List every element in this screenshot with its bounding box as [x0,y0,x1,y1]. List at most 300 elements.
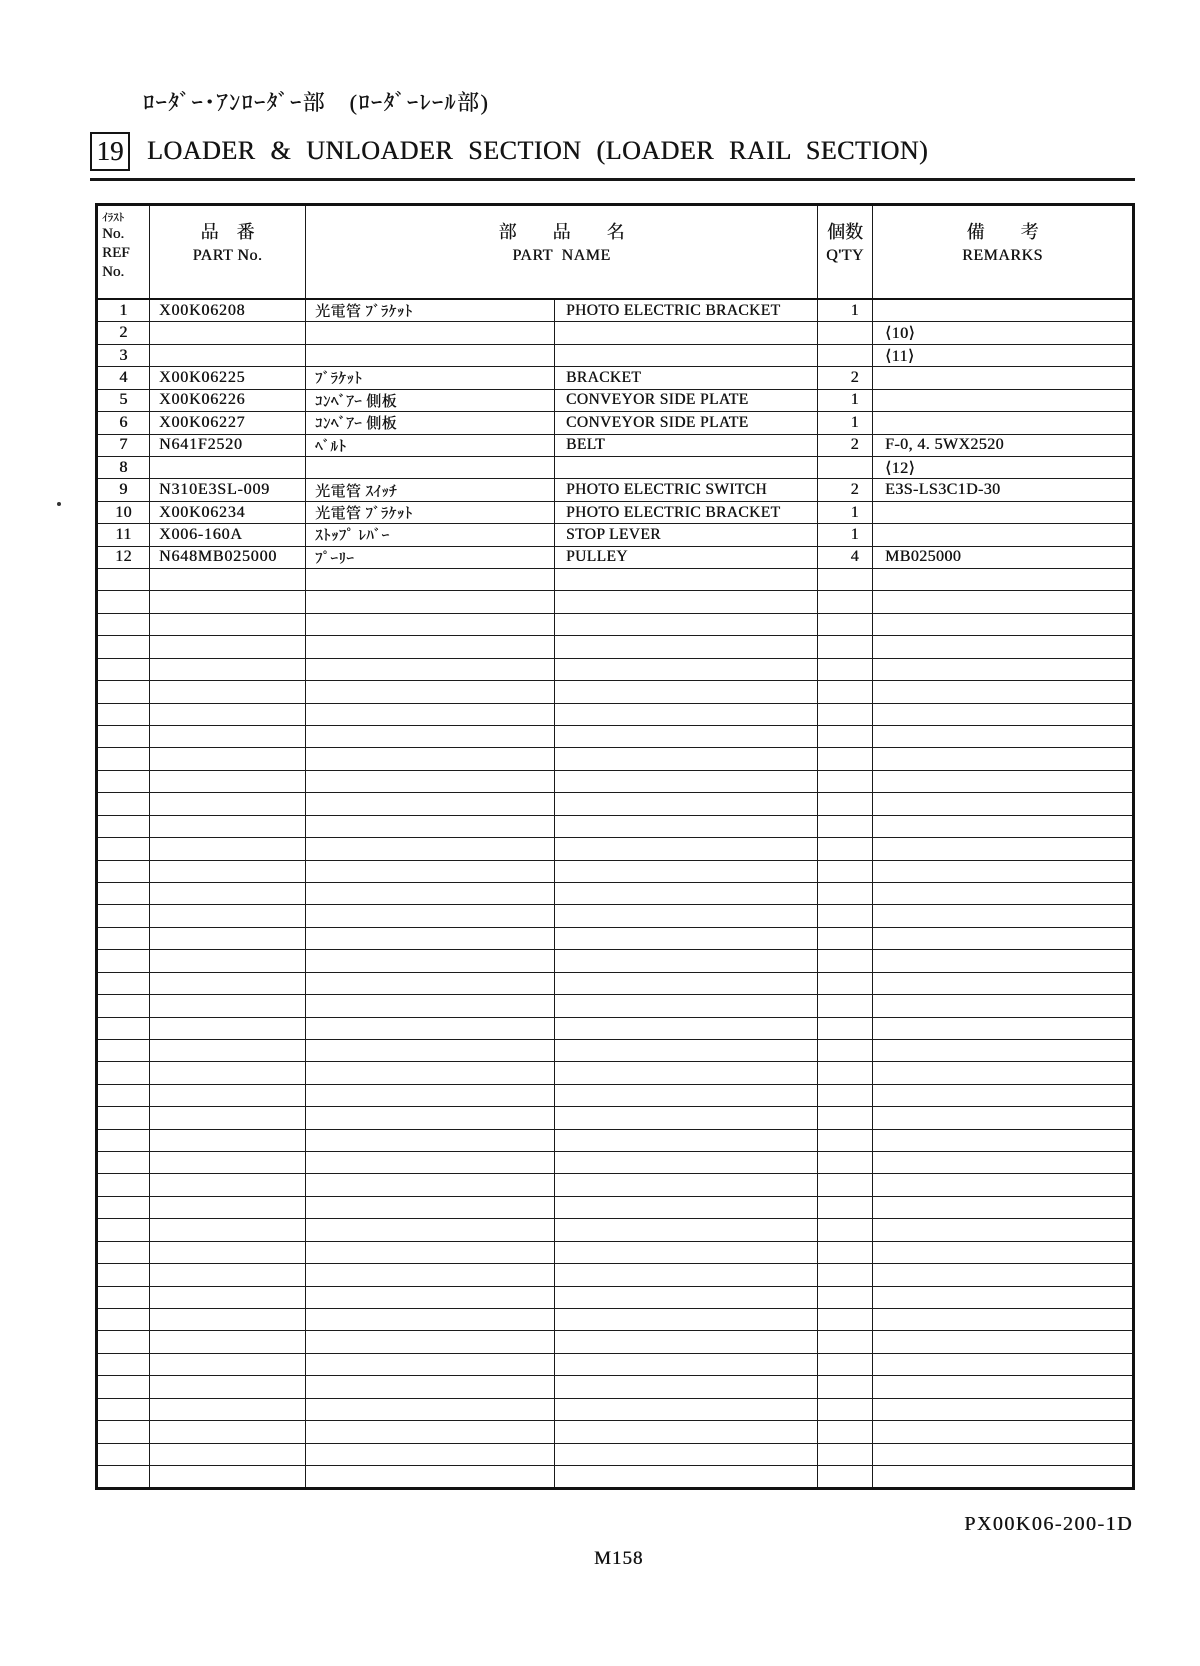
ref-no-cell [98,659,150,680]
table-row-empty [98,904,1132,926]
remarks-cell [873,1331,1132,1352]
table-row-empty [98,1061,1132,1083]
part-no-cell [150,748,306,769]
part-name-jp-cell [306,1376,555,1397]
table-row [98,501,1132,523]
qty-cell [818,569,873,590]
remarks-cell [873,950,1132,971]
table-row-empty [98,927,1132,949]
part-name-en-cell [555,1174,818,1195]
part-name-en-cell [555,1107,818,1128]
part-name-jp-cell: ｺﾝﾍﾞｱｰ 側板 [306,390,555,411]
table-row [98,300,1132,321]
part-name-en-cell [555,883,818,904]
table-row-empty [98,1039,1132,1061]
remarks-cell [873,1197,1132,1218]
table-row-empty [98,635,1132,657]
header-remarks-en: REMARKS [962,247,1043,265]
part-name-en-cell [555,995,818,1016]
remarks-cell [873,502,1132,523]
part-name-en-cell [555,1018,818,1039]
table-row-empty [98,1465,1132,1487]
qty-cell [818,1444,873,1465]
section-number-box [90,132,130,171]
qty-cell [818,1242,873,1263]
ref-no-cell [98,1085,150,1106]
ref-no-cell [98,838,150,859]
qty-cell [818,1130,873,1151]
part-name-en-cell [555,457,818,478]
header-ref-line-no2: No. [102,263,125,280]
table-row [98,456,1132,478]
part-name-jp-cell [306,1264,555,1285]
part-name-jp-cell [306,1018,555,1039]
qty-cell [818,681,873,702]
part-name-jp-cell [306,1219,555,1240]
remarks-cell [873,1174,1132,1195]
part-no-cell [150,1376,306,1397]
table-row [98,321,1132,343]
qty-cell [818,1331,873,1352]
remarks-cell [873,1018,1132,1039]
part-name-en-cell: PHOTO ELECTRIC SWITCH [555,479,818,500]
part-name-jp-cell [306,1107,555,1128]
table-row-empty [98,680,1132,702]
table-row [98,546,1132,568]
remarks-cell [873,905,1132,926]
ref-no-cell [98,771,150,792]
part-name-en-cell [555,1085,818,1106]
remarks-cell [873,995,1132,1016]
qty-cell [818,995,873,1016]
ref-no-cell: 9 [98,479,150,500]
header-qty-en: Q'TY [826,247,864,265]
table-row-empty [98,1106,1132,1128]
qty-cell [818,704,873,725]
ref-no-cell [98,861,150,882]
part-name-jp-cell [306,1174,555,1195]
part-name-jp-cell [306,973,555,994]
remarks-cell [873,861,1132,882]
remarks-cell [873,1152,1132,1173]
table-header-row [98,206,1132,300]
part-name-en-cell [555,1130,818,1151]
part-name-en-cell [555,1197,818,1218]
part-name-jp-cell [306,950,555,971]
ref-no-cell [98,681,150,702]
table-row [98,366,1132,388]
part-no-cell [150,1174,306,1195]
table-row-empty [98,1173,1132,1195]
remarks-cell [873,816,1132,837]
header-qty-jp: 個数 [827,222,863,243]
table-row-empty [98,1017,1132,1039]
document-code: PX00K06-200-1D [964,1513,1133,1535]
part-name-en-cell [555,636,818,657]
part-name-jp-cell: ﾌﾟｰﾘｰ [306,547,555,568]
ref-no-cell [98,1264,150,1285]
part-name-en-cell [555,816,818,837]
part-no-cell [150,928,306,949]
qty-cell [818,591,873,612]
part-name-en-cell [555,704,818,725]
part-name-jp-cell [306,816,555,837]
part-name-en-cell [555,591,818,612]
remarks-cell [873,1309,1132,1330]
part-name-en-cell [555,681,818,702]
qty-cell [818,614,873,635]
part-name-en-cell [555,905,818,926]
qty-cell [818,1040,873,1061]
remarks-cell [873,1040,1132,1061]
table-row [98,389,1132,411]
qty-cell: 1 [818,502,873,523]
remarks-cell [873,681,1132,702]
part-name-jp-cell [306,861,555,882]
part-no-cell [150,569,306,590]
scan-speck [57,502,61,506]
remarks-cell: ⟨12⟩ [885,459,916,477]
part-name-en-cell [555,1444,818,1465]
part-name-jp-cell [306,1062,555,1083]
ref-no-cell [98,1399,150,1420]
part-name-en-cell [555,1152,818,1173]
table-row-empty [98,1263,1132,1285]
part-name-jp-cell [306,704,555,725]
part-no-cell [150,1062,306,1083]
ref-no-cell: 11 [98,524,150,545]
qty-cell [818,636,873,657]
part-name-en-cell [555,1062,818,1083]
part-name-jp-cell [306,659,555,680]
parts-table [95,203,1135,1490]
qty-cell: 1 [818,412,873,433]
remarks-cell [873,771,1132,792]
ref-no-cell [98,1152,150,1173]
part-name-jp-cell [306,1040,555,1061]
part-no-cell [150,793,306,814]
part-name-jp-cell [306,928,555,949]
qty-cell [818,1152,873,1173]
part-no-cell [150,995,306,1016]
part-name-jp-cell: 光電管 ﾌﾞﾗｹｯﾄ [306,502,555,523]
remarks-cell [873,1376,1132,1397]
part-no-cell [150,591,306,612]
qty-cell [818,726,873,747]
remarks-cell [873,636,1132,657]
part-name-en-cell: BRACKET [555,367,818,388]
ref-no-cell: 1 [98,300,150,321]
qty-cell [818,322,873,343]
part-no-cell [150,1264,306,1285]
ref-no-cell [98,1376,150,1397]
remarks-cell [873,704,1132,725]
part-name-jp-cell [306,1242,555,1263]
part-name-jp-cell [306,883,555,904]
remarks-cell [873,883,1132,904]
part-name-en-cell [555,1354,818,1375]
part-no-cell [150,1399,306,1420]
qty-cell: 2 [818,435,873,456]
part-no-cell [150,1331,306,1352]
part-name-en-cell: PULLEY [555,547,818,568]
table-row-empty [98,658,1132,680]
part-name-jp-cell [306,1421,555,1442]
header-part-name [306,206,818,298]
part-no-cell [150,726,306,747]
part-name-jp-cell [306,905,555,926]
ref-no-cell [98,905,150,926]
part-name-jp-cell [306,636,555,657]
part-name-jp-cell [306,322,555,343]
table-row-empty [98,703,1132,725]
part-no-cell [150,681,306,702]
part-no-cell [150,1466,306,1487]
remarks-cell [873,928,1132,949]
table-row-empty [98,770,1132,792]
ref-no-cell [98,1331,150,1352]
qty-cell: 2 [818,479,873,500]
part-name-jp-cell: 光電管 ｽｲｯﾁ [306,479,555,500]
part-name-en-cell [555,748,818,769]
table-row [98,523,1132,545]
ref-no-cell [98,928,150,949]
ref-no-cell: 2 [98,322,150,343]
ref-no-cell [98,973,150,994]
ref-no-cell: 5 [98,390,150,411]
remarks-cell [873,1085,1132,1106]
part-name-en-cell [555,793,818,814]
remarks-cell [873,793,1132,814]
qty-cell [818,1107,873,1128]
part-no-cell [150,704,306,725]
part-name-jp-cell [306,614,555,635]
ref-no-cell [98,1174,150,1195]
part-name-jp-cell: 光電管 ﾌﾞﾗｹｯﾄ [306,300,555,321]
table-row-empty [98,1084,1132,1106]
part-no-cell: N648MB025000 [150,547,306,568]
qty-cell [818,905,873,926]
part-no-cell [150,883,306,904]
part-no-cell: X00K06225 [150,367,306,388]
part-name-en-cell [555,1287,818,1308]
remarks-cell [873,1444,1132,1465]
part-name-en-cell: STOP LEVER [555,524,818,545]
part-name-jp-cell [306,726,555,747]
part-name-en-cell [555,1219,818,1240]
qty-cell [818,771,873,792]
ref-no-cell [98,569,150,590]
table-row-empty [98,1286,1132,1308]
part-no-cell [150,1421,306,1442]
ref-no-cell: 4 [98,367,150,388]
header-part-no [150,206,306,298]
qty-cell [818,861,873,882]
qty-cell [818,1062,873,1083]
remarks-cell [873,591,1132,612]
part-name-en-cell: PHOTO ELECTRIC BRACKET [555,300,818,321]
part-no-cell: N641F2520 [150,435,306,456]
part-no-cell [150,1309,306,1330]
part-name-en-cell [555,1421,818,1442]
table-row-empty [98,1353,1132,1375]
remarks-cell [873,412,1132,433]
remarks-cell [873,726,1132,747]
part-name-en-cell [555,569,818,590]
part-name-jp-cell [306,1309,555,1330]
table-row-empty [98,747,1132,769]
qty-cell: 1 [818,390,873,411]
part-name-en-cell [555,345,818,366]
ref-no-cell [98,636,150,657]
title-underline [90,178,1135,181]
header-remarks-jp: 備 考 [966,222,1039,243]
part-name-en-cell [555,928,818,949]
ref-no-cell [98,614,150,635]
table-row-empty [98,792,1132,814]
qty-cell: 1 [818,300,873,321]
part-name-en-cell [555,614,818,635]
ref-no-cell: 8 [98,457,150,478]
part-name-jp-cell [306,1287,555,1308]
part-name-jp-cell [306,838,555,859]
qty-cell [818,1018,873,1039]
ref-no-cell [98,883,150,904]
part-name-jp-cell [306,793,555,814]
qty-cell [818,883,873,904]
part-no-cell [150,636,306,657]
document-title-japanese: ﾛｰﾀﾞｰ･ｱﾝﾛｰﾀﾞｰ部 (ﾛｰﾀﾞｰﾚｰﾙ部) [143,90,490,115]
remarks-cell [873,569,1132,590]
table-row-empty [98,994,1132,1016]
ref-no-cell [98,950,150,971]
part-no-cell [150,816,306,837]
ref-no-cell [98,1421,150,1442]
remarks-cell: ⟨11⟩ [885,347,915,365]
table-row-empty [98,1398,1132,1420]
table-row [98,411,1132,433]
table-row-empty [98,1196,1132,1218]
part-name-jp-cell [306,1331,555,1352]
qty-cell: 2 [818,367,873,388]
table-row [98,344,1132,366]
ref-no-cell [98,793,150,814]
part-no-cell: X00K06208 [150,300,306,321]
part-name-jp-cell [306,771,555,792]
part-no-cell [150,1242,306,1263]
ref-no-cell [98,591,150,612]
qty-cell [818,1219,873,1240]
table-row-empty [98,1218,1132,1240]
part-no-cell [150,1018,306,1039]
part-name-en-cell [555,1376,818,1397]
table-row-empty [98,972,1132,994]
table-row-empty [98,590,1132,612]
header-part-no-jp: 品 番 [200,222,255,243]
remarks-cell [873,1466,1132,1487]
ref-no-cell [98,1130,150,1151]
ref-no-cell [98,1354,150,1375]
remarks-cell [873,300,1132,321]
ref-no-cell: 7 [98,435,150,456]
qty-cell [818,1174,873,1195]
part-name-jp-cell [306,1466,555,1487]
qty-cell [818,1354,873,1375]
ref-no-cell [98,1466,150,1487]
qty-cell [818,1085,873,1106]
qty-cell [818,950,873,971]
qty-cell [818,1376,873,1397]
part-name-en-cell [555,950,818,971]
part-no-cell [150,659,306,680]
table-body [98,300,1132,1487]
part-no-cell [150,838,306,859]
part-no-cell [150,771,306,792]
part-no-cell: X00K06226 [150,390,306,411]
ref-no-cell [98,1444,150,1465]
part-name-en-cell [555,726,818,747]
part-no-cell [150,973,306,994]
part-no-cell [150,1444,306,1465]
remarks-cell [873,390,1132,411]
part-no-cell: X006-160A [150,524,306,545]
qty-cell [818,928,873,949]
part-no-cell [150,950,306,971]
qty-cell: 4 [818,547,873,568]
part-no-cell [150,1219,306,1240]
ref-no-cell [98,816,150,837]
page-number: M158 [594,1548,644,1569]
header-ref-no [98,206,150,298]
table-row-empty [98,725,1132,747]
part-name-jp-cell [306,1085,555,1106]
ref-no-cell: 10 [98,502,150,523]
remarks-cell: F-0, 4. 5WX2520 [885,436,1004,454]
remarks-cell [873,1219,1132,1240]
ref-no-cell [98,1062,150,1083]
part-name-en-cell [555,1264,818,1285]
qty-cell [818,1399,873,1420]
qty-cell: 1 [818,524,873,545]
ref-no-cell [98,726,150,747]
ref-no-cell [98,1219,150,1240]
part-no-cell [150,614,306,635]
qty-cell [818,1197,873,1218]
remarks-cell [873,524,1132,545]
remarks-cell [873,1264,1132,1285]
table-row-empty [98,1129,1132,1151]
qty-cell [818,973,873,994]
header-part-name-en: PART NAME [512,247,611,265]
part-no-cell [150,345,306,366]
part-no-cell [150,322,306,343]
part-name-en-cell [555,322,818,343]
part-name-jp-cell: ﾌﾞﾗｹｯﾄ [306,367,555,388]
part-name-jp-cell [306,591,555,612]
remarks-cell [873,1107,1132,1128]
remarks-cell [873,659,1132,680]
ref-no-cell: 12 [98,547,150,568]
header-ref-line-no1: No. [102,226,125,242]
part-name-en-cell [555,838,818,859]
table-row [98,478,1132,500]
part-no-cell [150,1197,306,1218]
remarks-cell [873,1130,1132,1151]
ref-no-cell [98,1040,150,1061]
header-qty [818,206,873,298]
header-part-name-jp: 部 品 名 [498,222,625,243]
remarks-cell [873,614,1132,635]
